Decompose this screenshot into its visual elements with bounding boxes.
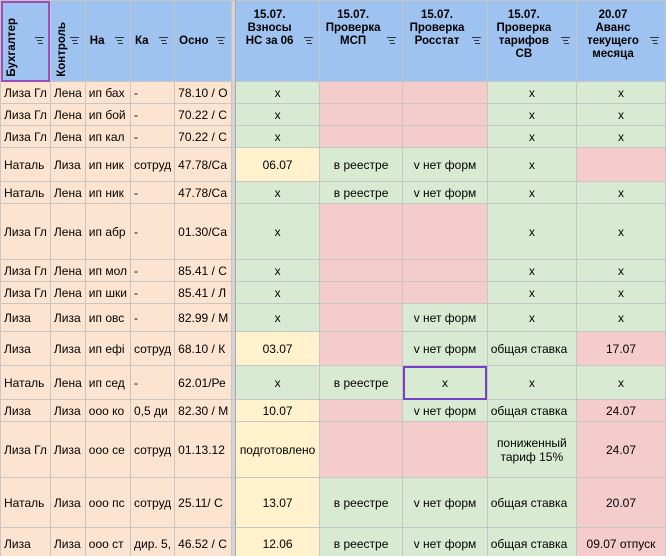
header-basis-label: Осно [179,35,209,47]
cell-control[interactable]: Лена [50,182,85,204]
cell-tariffs[interactable]: общая ставка [487,332,576,366]
cell-msp[interactable] [319,104,402,126]
cell-advance[interactable]: x [576,366,665,400]
header-msp-label: 15.07. Проверка МСП [325,9,381,47]
cell-msp[interactable] [319,204,402,260]
header-cadre-label: Ка [134,35,149,47]
cell-accountant[interactable]: Наталь [1,478,51,528]
table-row [1,422,666,478]
filter-icon[interactable] [214,34,227,47]
cell-cadre[interactable]: дир. 5, [130,528,174,556]
cell-basis[interactable]: 01.30/Са [175,204,232,260]
cell-tariffs[interactable]: общая ставка [487,528,576,556]
cell-accountant[interactable]: Наталь [1,182,51,204]
cell-rosstat[interactable]: v нет форм [403,304,487,332]
cell-advance[interactable]: x [576,104,665,126]
cell-advance[interactable]: x [576,82,665,104]
header-rosstat[interactable] [403,1,487,82]
cell-name[interactable]: ооо се [85,422,130,478]
cell-tariffs[interactable]: x [487,204,576,260]
cell-ns[interactable]: x [236,366,320,400]
cell-tariffs[interactable]: x [487,182,576,204]
cell-name[interactable]: ооо ст [85,528,130,556]
filter-icon[interactable] [559,34,572,47]
cell-accountant[interactable]: Лиза Гл [1,282,51,304]
table-row [1,126,666,148]
cell-msp[interactable] [319,260,402,282]
table-row [1,148,666,182]
cell-control[interactable]: Лена [50,260,85,282]
cell-msp[interactable]: в реестре [319,148,402,182]
cell-basis[interactable]: 47.78/Са [175,148,232,182]
cell-name[interactable]: ип бах [85,82,130,104]
cell-basis[interactable]: 78.10 / О [175,82,232,104]
cell-name[interactable]: ип ефі [85,332,130,366]
cell-name[interactable]: ип ник [85,182,130,204]
header-name[interactable] [85,1,130,82]
header-name-label: На [89,35,105,47]
cell-advance[interactable]: x [576,182,665,204]
cell-rosstat[interactable] [403,204,487,260]
cell-cadre[interactable]: сотруд [130,478,174,528]
cell-name[interactable]: ип ник [85,148,130,182]
cell-tariffs[interactable]: общая ставка [487,478,576,528]
cell-msp[interactable] [319,304,402,332]
cell-msp[interactable]: в реестре [319,182,402,204]
cell-tariffs[interactable]: x [487,148,576,182]
cell-ns[interactable]: x [236,260,320,282]
cell-msp[interactable] [319,332,402,366]
cell-accountant[interactable]: Лиза Гл [1,104,51,126]
cell-advance[interactable]: 24.07 [576,422,665,478]
cell-accountant[interactable]: Лиза Гл [1,260,51,282]
cell-msp[interactable] [319,400,402,422]
cell-advance[interactable]: 20.07 [576,478,665,528]
cell-control[interactable]: Лена [50,126,85,148]
cell-rosstat[interactable] [403,104,487,126]
cell-rosstat[interactable]: v нет форм [403,182,487,204]
cell-ns[interactable]: x [236,182,320,204]
cell-control[interactable]: Лиза [50,528,85,556]
filter-icon[interactable] [302,34,315,47]
cell-control[interactable]: Лиза [50,422,85,478]
cell-msp[interactable] [319,82,402,104]
cell-name[interactable]: ооо пс [85,478,130,528]
cell-basis[interactable]: 82.99 / М [175,304,232,332]
cell-accountant[interactable]: Лиза [1,304,51,332]
cell-cadre[interactable]: - [130,82,174,104]
cell-ns[interactable]: x [236,282,320,304]
cell-ns[interactable]: 12.06 [236,528,320,556]
cell-basis[interactable]: 85.41 / С [175,260,232,282]
cell-ns[interactable]: 13.07 [236,478,320,528]
header-tariffs-label: 15.07. Проверка тарифов СВ [496,9,552,60]
cell-rosstat[interactable]: x [403,366,487,400]
table-row [1,528,666,556]
cell-basis[interactable]: 46.52 / С [175,528,232,556]
cell-cadre[interactable]: - [130,204,174,260]
cell-ns[interactable]: 06.07 [236,148,320,182]
cell-rosstat[interactable]: v нет форм [403,332,487,366]
cell-control[interactable]: Лиза [50,304,85,332]
cell-basis[interactable]: 47.78/Са [175,182,232,204]
cell-rosstat[interactable]: v нет форм [403,400,487,422]
cell-tariffs[interactable]: общая ставка [487,400,576,422]
cell-ns[interactable]: подготовлено [236,422,320,478]
cell-msp[interactable]: в реестре [319,478,402,528]
cell-accountant[interactable]: Наталь [1,366,51,400]
cell-msp[interactable] [319,282,402,304]
cell-cadre[interactable]: - [130,304,174,332]
cell-advance[interactable]: x [576,304,665,332]
table-row [1,104,666,126]
cell-cadre[interactable]: сотруд [130,332,174,366]
cell-advance[interactable]: x [576,204,665,260]
cell-control[interactable]: Лиза [50,148,85,182]
cell-advance[interactable]: 09.07 отпуск [576,528,665,556]
cell-advance[interactable]: 24.07 [576,400,665,422]
header-msp[interactable] [319,1,402,82]
cell-accountant[interactable]: Лиза Гл [1,204,51,260]
cell-name[interactable]: ип абр [85,204,130,260]
cell-accountant[interactable]: Лиза [1,332,51,366]
cell-control[interactable]: Лиза [50,332,85,366]
cell-control[interactable]: Лена [50,104,85,126]
cell-basis[interactable]: 62.01/Ре [175,366,232,400]
cell-control[interactable]: Лена [50,282,85,304]
cell-rosstat[interactable] [403,260,487,282]
cell-cadre[interactable]: - [130,126,174,148]
cell-name[interactable]: ип шки [85,282,130,304]
cell-tariffs[interactable]: x [487,304,576,332]
filter-icon[interactable] [385,34,398,47]
cell-name[interactable]: ип бой [85,104,130,126]
header-rosstat-label: 15.07. Проверка Росстат [409,9,465,47]
cell-cadre[interactable]: - [130,260,174,282]
cell-name[interactable]: ип кал [85,126,130,148]
table-row [1,82,666,104]
cell-cadre[interactable]: - [130,182,174,204]
cell-rosstat[interactable]: v нет форм [403,528,487,556]
cell-rosstat[interactable] [403,422,487,478]
header-accountant-label: Бухгалтер [6,18,18,77]
cell-msp[interactable]: в реестре [319,528,402,556]
filter-icon[interactable] [113,34,126,47]
header-tariffs[interactable] [487,1,576,82]
cell-cadre[interactable]: 0,5 ди [130,400,174,422]
table-row [1,332,666,366]
cell-cadre[interactable]: - [130,104,174,126]
cell-control[interactable]: Лена [50,82,85,104]
cell-msp[interactable]: в реестре [319,366,402,400]
table-row [1,204,666,260]
cell-msp[interactable] [319,126,402,148]
cell-tariffs[interactable]: x [487,126,576,148]
cell-accountant[interactable]: Лиза [1,528,51,556]
cell-control[interactable]: Лена [50,204,85,260]
cell-name[interactable]: ип сед [85,366,130,400]
cell-name[interactable]: ооо ко [85,400,130,422]
header-control[interactable] [50,1,85,82]
cell-accountant[interactable]: Лиза Гл [1,422,51,478]
cell-tariffs[interactable]: пониженный тариф 15% [487,422,576,478]
cell-basis[interactable]: 70.22 / С [175,104,232,126]
header-advance-label: 20.07 Аванс текущего месяца [587,9,639,60]
cell-name[interactable]: ип овс [85,304,130,332]
cell-rosstat[interactable]: v нет форм [403,148,487,182]
header-advance[interactable] [576,1,665,82]
cell-tariffs[interactable]: x [487,82,576,104]
table-row [1,282,666,304]
cell-ns[interactable]: x [236,204,320,260]
cell-ns[interactable]: 03.07 [236,332,320,366]
cell-accountant[interactable]: Лиза Гл [1,82,51,104]
table-row [1,182,666,204]
table-row [1,400,666,422]
cell-cadre[interactable]: сотруд [130,422,174,478]
cell-advance[interactable] [576,148,665,182]
cell-tariffs[interactable]: x [487,260,576,282]
cell-rosstat[interactable]: v нет форм [403,478,487,528]
header-basis[interactable] [175,1,232,82]
cell-tariffs[interactable]: x [487,104,576,126]
filter-icon[interactable] [470,34,483,47]
cell-control[interactable]: Лиза [50,478,85,528]
cell-ns[interactable]: x [236,304,320,332]
filter-icon[interactable] [68,34,81,47]
filter-icon[interactable] [157,34,170,47]
cell-cadre[interactable]: - [130,366,174,400]
cell-rosstat[interactable] [403,282,487,304]
cell-msp[interactable] [319,422,402,478]
cell-ns[interactable]: 10.07 [236,400,320,422]
cell-basis[interactable]: 68.10 / К [175,332,232,366]
cell-ns[interactable]: x [236,104,320,126]
header-control-label: Контроль [55,22,68,77]
filter-icon[interactable] [648,34,661,47]
cell-cadre[interactable]: - [130,282,174,304]
filter-icon[interactable] [33,34,46,47]
cell-rosstat[interactable] [403,126,487,148]
cell-cadre[interactable]: сотруд [130,148,174,182]
cell-tariffs[interactable]: x [487,366,576,400]
table-row [1,304,666,332]
header-cadre[interactable] [130,1,174,82]
table-row [1,260,666,282]
cell-ns[interactable]: x [236,126,320,148]
cell-basis[interactable]: 25.11/ С [175,478,232,528]
cell-tariffs[interactable]: x [487,282,576,304]
cell-advance[interactable]: x [576,282,665,304]
header-accountant[interactable] [1,1,51,82]
cell-advance[interactable]: 17.07 [576,332,665,366]
cell-advance[interactable]: x [576,126,665,148]
cell-ns[interactable]: x [236,82,320,104]
cell-name[interactable]: ип мол [85,260,130,282]
cell-control[interactable]: Лена [50,366,85,400]
cell-basis[interactable]: 82.30 / М [175,400,232,422]
cell-accountant[interactable]: Лиза [1,400,51,422]
table-row [1,366,666,400]
cell-basis[interactable]: 85.41 / Л [175,282,232,304]
cell-advance[interactable]: x [576,260,665,282]
cell-control[interactable]: Лиза [50,400,85,422]
table-row [1,478,666,528]
cell-accountant[interactable]: Наталь [1,148,51,182]
header-ns[interactable] [236,1,320,82]
cell-basis[interactable]: 70.22 / С [175,126,232,148]
cell-rosstat[interactable] [403,82,487,104]
cell-accountant[interactable]: Лиза Гл [1,126,51,148]
header-ns-label: 15.07. Взносы НС за 06 [245,9,294,47]
cell-basis[interactable]: 01.13.12 [175,422,232,478]
